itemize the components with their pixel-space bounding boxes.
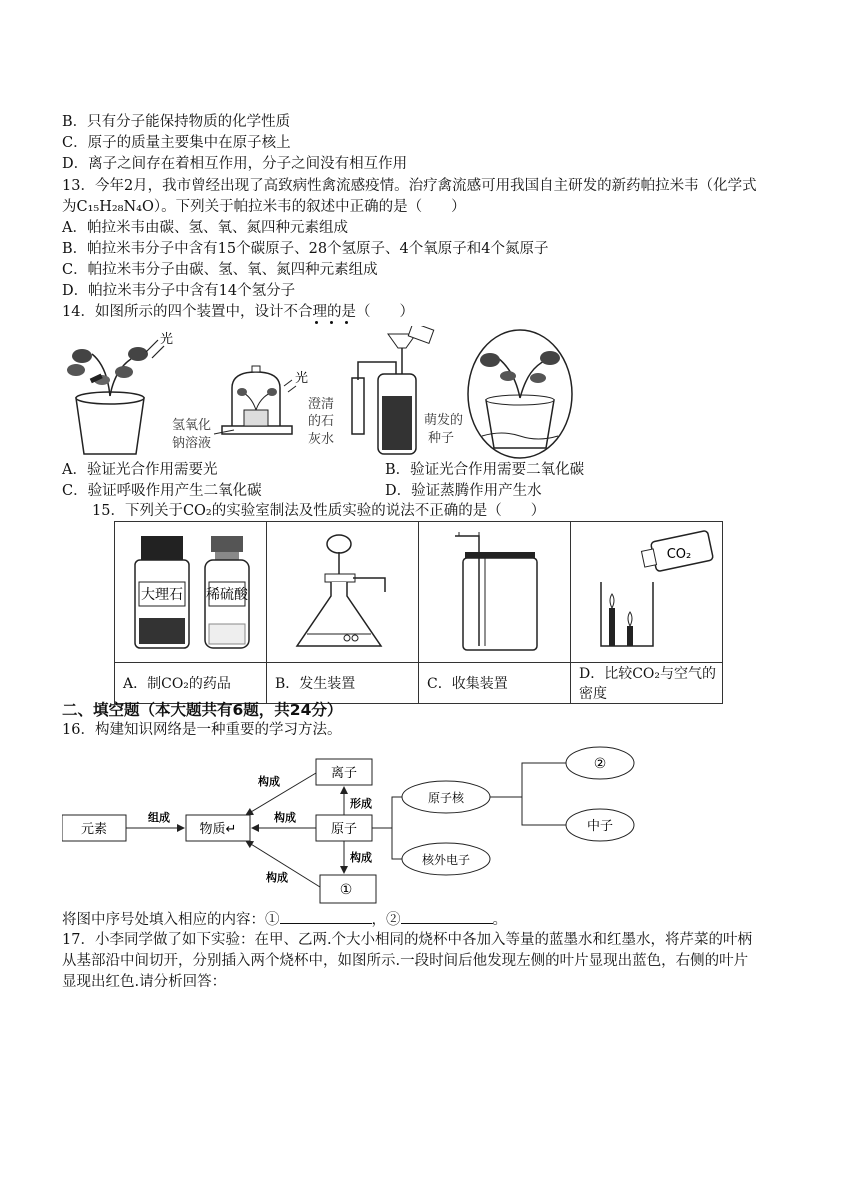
knowledge-network-diagram (62, 745, 782, 905)
q13-option-c: C．帕拉米韦分子由碳、氢、氧、氮四种元素组成 (62, 262, 378, 278)
q15-stem: 15．下列关于CO₂的实验室制法及性质实验的说法不正确的是（ ） (92, 503, 546, 519)
q13-option-b: B．帕拉米韦分子中含有15个碳原子、28个氢原子、4个氧原子和4个氮原子 (62, 241, 549, 257)
q15-figure-d (571, 522, 723, 663)
svg-text:的石: 的石 (308, 414, 335, 429)
marble-label: 大理石 (141, 587, 183, 603)
edge-compose-label: 组成 (148, 811, 170, 824)
q14-stem: 14．如图所示的四个装置中，设计不合理的是（ ） (62, 304, 414, 320)
q17-line3: 显现出红色.请分析回答： (62, 974, 227, 990)
edge-constitute-ion-label: 构成 (258, 775, 280, 788)
q15-figure-a (115, 522, 267, 663)
q16-fill-prefix: 将图中序号处填入相应的内容：① (62, 912, 280, 928)
answer-blank-1[interactable] (280, 909, 372, 924)
q14-option-d: D．验证蒸腾作用产生水 (385, 483, 542, 499)
respiration-setup-c (308, 326, 463, 454)
q14-apparatus-figure (62, 326, 582, 462)
node-neutron-label: 中子 (586, 819, 614, 834)
node-ion-label: 离子 (330, 766, 358, 781)
plant-bag-d (468, 330, 572, 458)
answer-blank-2[interactable] (401, 909, 493, 924)
section2-heading: 二、填空题（本大题共有6题，共24分） (62, 701, 343, 719)
node-matter-label: 物质↵ (199, 822, 237, 837)
q15-figure-c (419, 522, 571, 663)
node-nucleus-label: 原子核 (427, 791, 465, 805)
q16-fill-mid: ，② (371, 912, 401, 928)
plant-pot-a (67, 331, 173, 454)
q14-option-a: A．验证光合作用需要光 (62, 462, 218, 478)
node-blank-1-label: ① (339, 882, 353, 898)
q15-figure-b (267, 522, 419, 663)
node-electron-label: 核外电子 (421, 853, 471, 867)
svg-text:钠溶液: 钠溶液 (172, 436, 212, 451)
q14-option-c: C．验证呼吸作用产生二氧化碳 (62, 483, 262, 499)
edge-constitute-blank-label: 构成 (266, 871, 288, 884)
node-element-label: 元素 (80, 822, 108, 837)
q16-stem: 16．构建知识网络是一种重要的学习方法。 (62, 722, 342, 738)
bell-jar-b (172, 366, 308, 451)
svg-text:种子: 种子 (428, 431, 455, 446)
q16-fill-end: 。 (492, 912, 507, 928)
acid-label: 稀硫酸 (206, 587, 248, 603)
node-blank-2-label: ② (593, 756, 607, 772)
light-label-b: 光 (295, 371, 309, 386)
node-atom-label: 原子 (330, 822, 358, 837)
light-label-a: 光 (160, 332, 174, 347)
q15-option-a: A．制CO₂的药品 (115, 663, 267, 704)
edge-constitute-down-label: 构成 (350, 851, 372, 864)
q13-option-a: A．帕拉米韦由碳、氢、氧、氮四种元素组成 (62, 220, 348, 236)
edge-constitute-atom-label: 构成 (274, 811, 296, 824)
svg-text:氢氧化: 氢氧化 (172, 418, 212, 433)
q13-stem-line2: 为C₁₅H₂₈N₄O）。下列关于帕拉米韦的叙述中正确的是（ ） (62, 199, 466, 215)
edge-form-label: 形成 (350, 797, 372, 810)
q12-option-b: B．只有分子能保持物质的化学性质 (62, 114, 291, 130)
q13-option-d: D．帕拉米韦分子中含有14个氢分子 (62, 283, 296, 299)
q15-option-b: B．发生装置 (267, 663, 419, 704)
svg-text:萌发的: 萌发的 (424, 413, 464, 428)
q14-option-b: B．验证光合作用需要二氧化碳 (385, 462, 585, 478)
q17-line1: 17．小李同学做了如下实验：在甲、乙两.个大小相同的烧杯中各加入等量的蓝墨水和红墨水，将芹菜的叶柄 (62, 932, 753, 948)
q15-option-c: C．收集装置 (419, 663, 571, 704)
q16-fill-line (62, 909, 507, 930)
co2-label: CO₂ (666, 547, 692, 562)
svg-text:灰水: 灰水 (308, 432, 335, 447)
q13-stem-line1: 13．今年2月，我市曾经出现了高致病性禽流感疫情。治疗禽流感可用我国自主研发的新药帕拉米韦（化学式 (62, 178, 757, 194)
q15-options-table (114, 521, 723, 704)
q17-line2: 从基部沿中间切开，分别插入两个烧杯中，如图所示.一段时间后他发现左侧的叶片显现出蓝色，右侧的叶片 (62, 953, 749, 969)
q12-option-d: D．离子之间存在着相互作用，分子之间没有相互作用 (62, 156, 408, 172)
svg-text:澄清: 澄清 (308, 397, 335, 412)
q12-option-c: C．原子的质量主要集中在原子核上 (62, 135, 291, 151)
q15-option-d: D．比较CO₂与空气的密度 (571, 663, 723, 704)
